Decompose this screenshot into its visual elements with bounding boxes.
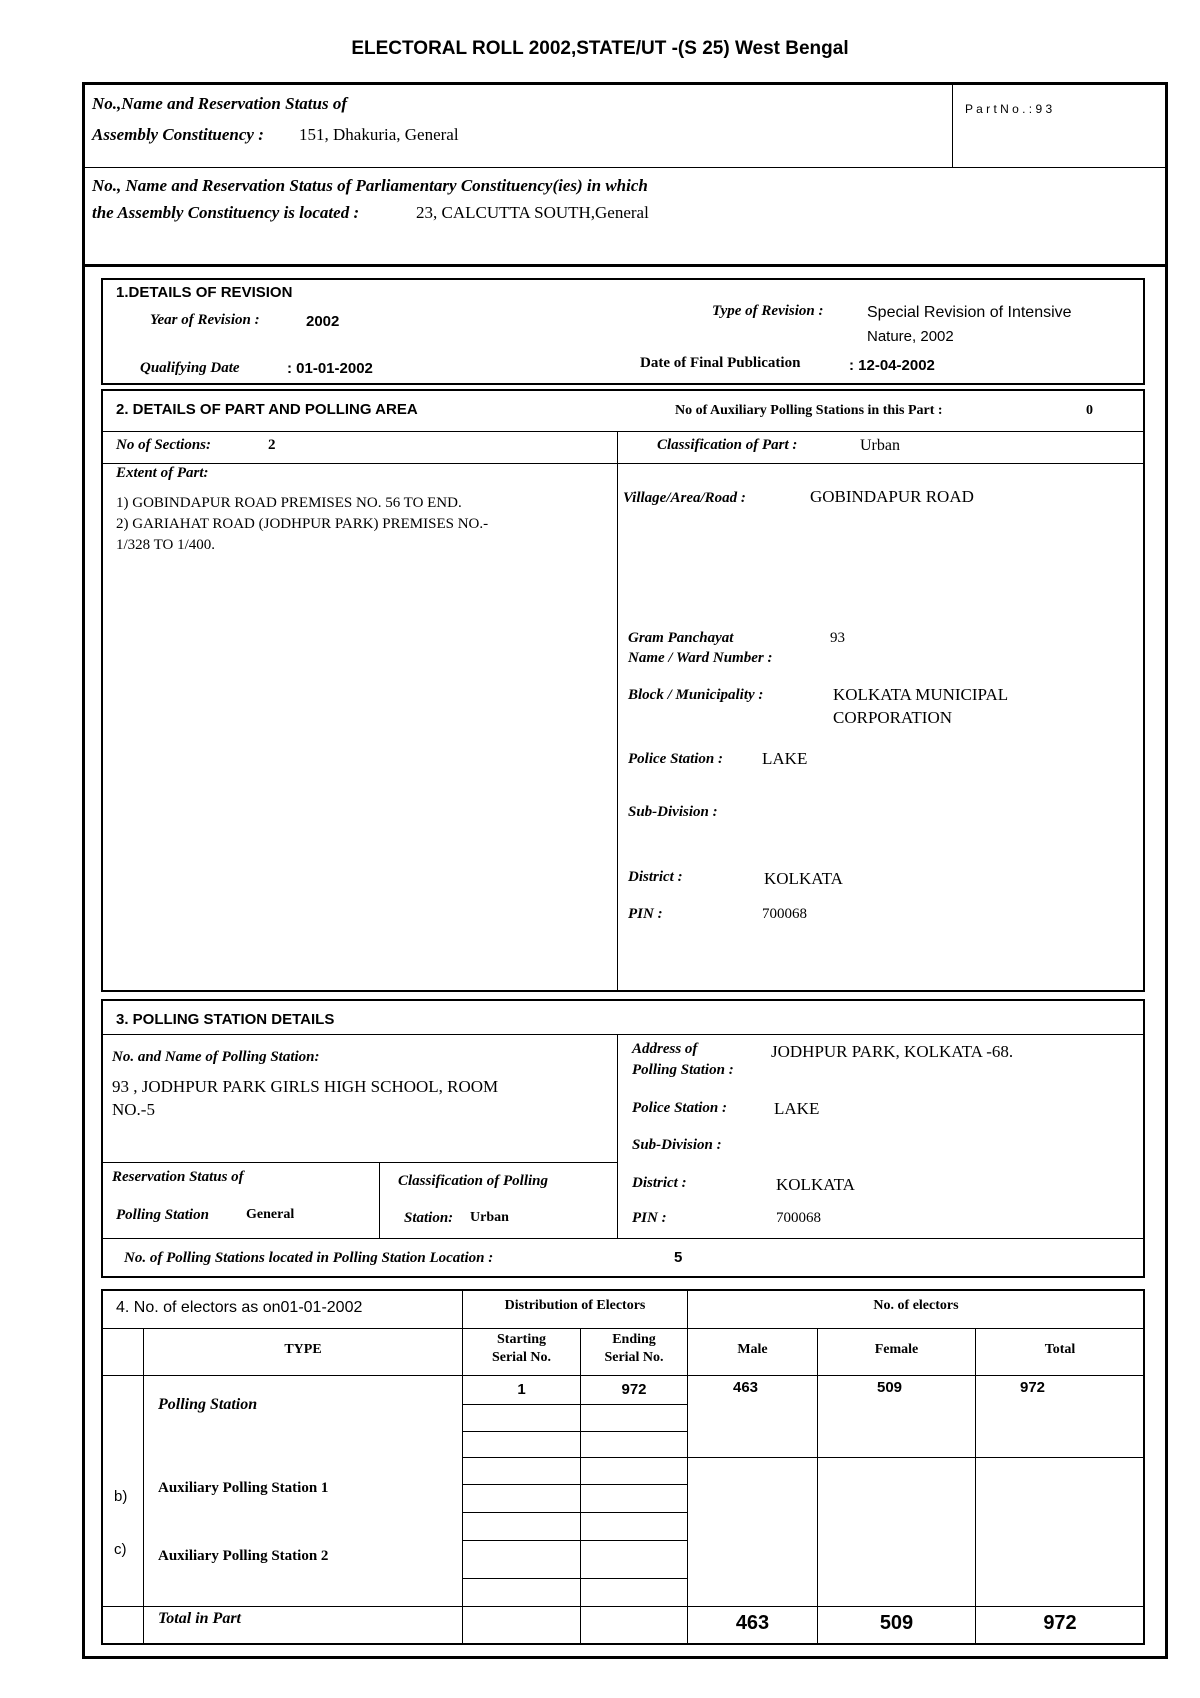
starting-serial-header-1: Starting	[497, 1332, 546, 1347]
ps-police-label: Police Station :	[632, 1100, 727, 1116]
extent-label: Extent of Part:	[116, 465, 209, 481]
divider	[617, 1034, 618, 1238]
gram-value: 93	[830, 630, 845, 646]
classification-value: Urban	[860, 437, 900, 454]
ps-ending-serial: 972	[621, 1381, 647, 1398]
electors-heading: 4. No. of electors as on01-01-2002	[116, 1299, 363, 1316]
revision-type-value-2: Nature, 2002	[867, 328, 954, 345]
address-value: JODHPUR PARK, KOLKATA -68.	[771, 1042, 1014, 1061]
year-label: Year of Revision :	[150, 312, 260, 328]
ps-starting-serial: 1	[517, 1381, 526, 1398]
ac-label-line-1: No.,Name and Reservation Status of	[92, 94, 348, 113]
ac-label-line-2: Assembly Constituency :	[92, 125, 264, 144]
reservation-label-1: Reservation Status of	[112, 1169, 244, 1185]
ending-serial-header-2: Serial No.	[604, 1350, 664, 1365]
ps-district-label: District :	[632, 1175, 687, 1191]
revision-heading: 1.DETAILS OF REVISION	[116, 284, 293, 301]
type-header: TYPE	[284, 1342, 322, 1357]
subdivision-label: Sub-Division :	[628, 804, 718, 820]
extent-line-3: 1/328 TO 1/400.	[116, 537, 216, 553]
pin-label: PIN :	[628, 906, 663, 922]
divider	[462, 1431, 687, 1432]
revision-type-value-1: Special Revision of Intensive	[867, 304, 1072, 321]
divider	[102, 463, 1144, 464]
divider	[617, 431, 618, 992]
divider	[143, 1328, 144, 1644]
station-count-value: 5	[674, 1249, 683, 1266]
reservation-value: General	[246, 1207, 295, 1222]
gram-label-1: Gram Panchayat	[628, 630, 734, 646]
sections-label: No of Sections:	[116, 437, 211, 453]
aux-1-label: Auxiliary Polling Station 1	[158, 1480, 329, 1496]
total-total: 972	[1043, 1612, 1077, 1634]
divider	[102, 1162, 617, 1163]
ps-pin-value: 700068	[776, 1210, 821, 1226]
class-value: Urban	[470, 1210, 509, 1225]
block-label: Block / Municipality :	[628, 687, 764, 703]
pc-value: 23, CALCUTTA SOUTH,General	[416, 203, 649, 222]
divider	[975, 1328, 976, 1644]
address-label-2: Polling Station :	[632, 1062, 734, 1078]
divider	[580, 1328, 581, 1644]
district-value: KOLKATA	[764, 869, 843, 888]
female-header: Female	[874, 1342, 919, 1357]
district-label: District :	[628, 869, 683, 885]
gram-label-2: Name / Ward Number :	[628, 650, 773, 666]
class-label-2: Station:	[404, 1210, 454, 1226]
pc-label-line-1: No., Name and Reservation Status of Parliamentary Constituency(ies) in which	[92, 176, 648, 195]
block-value-1: KOLKATA MUNICIPAL	[833, 685, 1009, 704]
ending-serial-header-1: Ending	[612, 1332, 656, 1347]
divider	[462, 1578, 687, 1579]
aux-2-prefix: c)	[114, 1541, 127, 1558]
part-number: P a r t N o . : 9 3	[965, 102, 1053, 116]
ac-value: 151, Dhakuria, General	[299, 125, 459, 144]
ps-district-value: KOLKATA	[776, 1175, 855, 1194]
police-value: LAKE	[762, 749, 808, 768]
divider	[102, 1238, 1144, 1239]
ps-police-value: LAKE	[774, 1099, 820, 1118]
ps-male: 463	[733, 1379, 759, 1396]
village-label: Village/Area/Road :	[623, 490, 746, 506]
divider	[462, 1457, 1144, 1458]
no-of-electors-header: No. of electors	[873, 1298, 959, 1313]
divider	[817, 1328, 818, 1644]
extent-line-1: 1) GOBINDAPUR ROAD PREMISES NO. 56 TO END.	[116, 495, 462, 511]
block-value-2: CORPORATION	[833, 708, 953, 727]
pin-value: 700068	[762, 906, 807, 922]
divider	[462, 1540, 687, 1541]
divider	[102, 1328, 1144, 1329]
extent-line-2: 2) GARIAHAT ROAD (JODHPUR PARK) PREMISES NO.-	[116, 516, 489, 532]
part-area-heading: 2. DETAILS OF PART AND POLLING AREA	[116, 401, 418, 418]
address-label-1: Address of	[632, 1041, 698, 1057]
polling-station-row-label: Polling Station	[158, 1396, 258, 1413]
ps-subdivision-label: Sub-Division :	[632, 1137, 722, 1153]
divider	[462, 1484, 687, 1485]
pc-label-line-2: the Assembly Constituency is located :	[92, 203, 360, 222]
divider	[462, 1512, 687, 1513]
station-count-label: No. of Polling Stations located in Polling Station Location :	[124, 1250, 494, 1266]
male-header: Male	[737, 1342, 768, 1357]
final-publication-label: Date of Final Publication	[640, 355, 801, 371]
qualifying-date-value: : 01-01-2002	[287, 360, 373, 377]
station-name-label: No. and Name of Polling Station:	[112, 1049, 320, 1065]
total-female: 509	[879, 1612, 914, 1634]
station-name-line-2: NO.-5	[112, 1100, 155, 1119]
divider	[102, 1606, 1144, 1607]
divider	[84, 167, 1166, 168]
divider	[462, 1404, 687, 1405]
station-name-line-1: 93 , JODHPUR PARK GIRLS HIGH SCHOOL, ROOM	[112, 1077, 499, 1096]
aux-stations-label: No of Auxiliary Polling Stations in this Part :	[675, 403, 943, 418]
polling-station-section	[101, 999, 1145, 1278]
final-publication-value: : 12-04-2002	[849, 357, 935, 374]
class-label-1: Classification of Polling	[398, 1173, 549, 1189]
divider	[84, 264, 1166, 267]
total-in-part-label: Total in Part	[158, 1610, 241, 1627]
ps-female: 509	[877, 1379, 903, 1396]
ps-total: 972	[1020, 1379, 1046, 1396]
polling-station-heading: 3. POLLING STATION DETAILS	[116, 1011, 335, 1028]
divider	[379, 1162, 380, 1238]
revision-type-label: Type of Revision :	[712, 303, 824, 319]
divider	[952, 84, 953, 167]
village-value: GOBINDAPUR ROAD	[810, 487, 974, 506]
distribution-header: Distribution of Electors	[504, 1298, 646, 1313]
sections-value: 2	[268, 437, 276, 453]
classification-label: Classification of Part :	[657, 437, 798, 453]
page-title: ELECTORAL ROLL 2002,STATE/UT -(S 25) West Bengal	[351, 38, 849, 59]
aux-stations-value: 0	[1086, 403, 1093, 418]
divider	[102, 431, 1144, 432]
total-male: 463	[735, 1612, 770, 1634]
total-header: Total	[1044, 1342, 1076, 1357]
divider	[102, 1375, 1144, 1376]
aux-1-prefix: b)	[114, 1488, 128, 1505]
qualifying-date-label: Qualifying Date	[140, 360, 240, 376]
police-label: Police Station :	[628, 751, 723, 767]
aux-2-label: Auxiliary Polling Station 2	[158, 1548, 329, 1564]
ps-pin-label: PIN :	[632, 1210, 667, 1226]
starting-serial-header-2: Serial No.	[491, 1350, 552, 1365]
reservation-label-2: Polling Station	[116, 1207, 209, 1223]
divider	[102, 1034, 1144, 1035]
year-value: 2002	[306, 313, 340, 330]
